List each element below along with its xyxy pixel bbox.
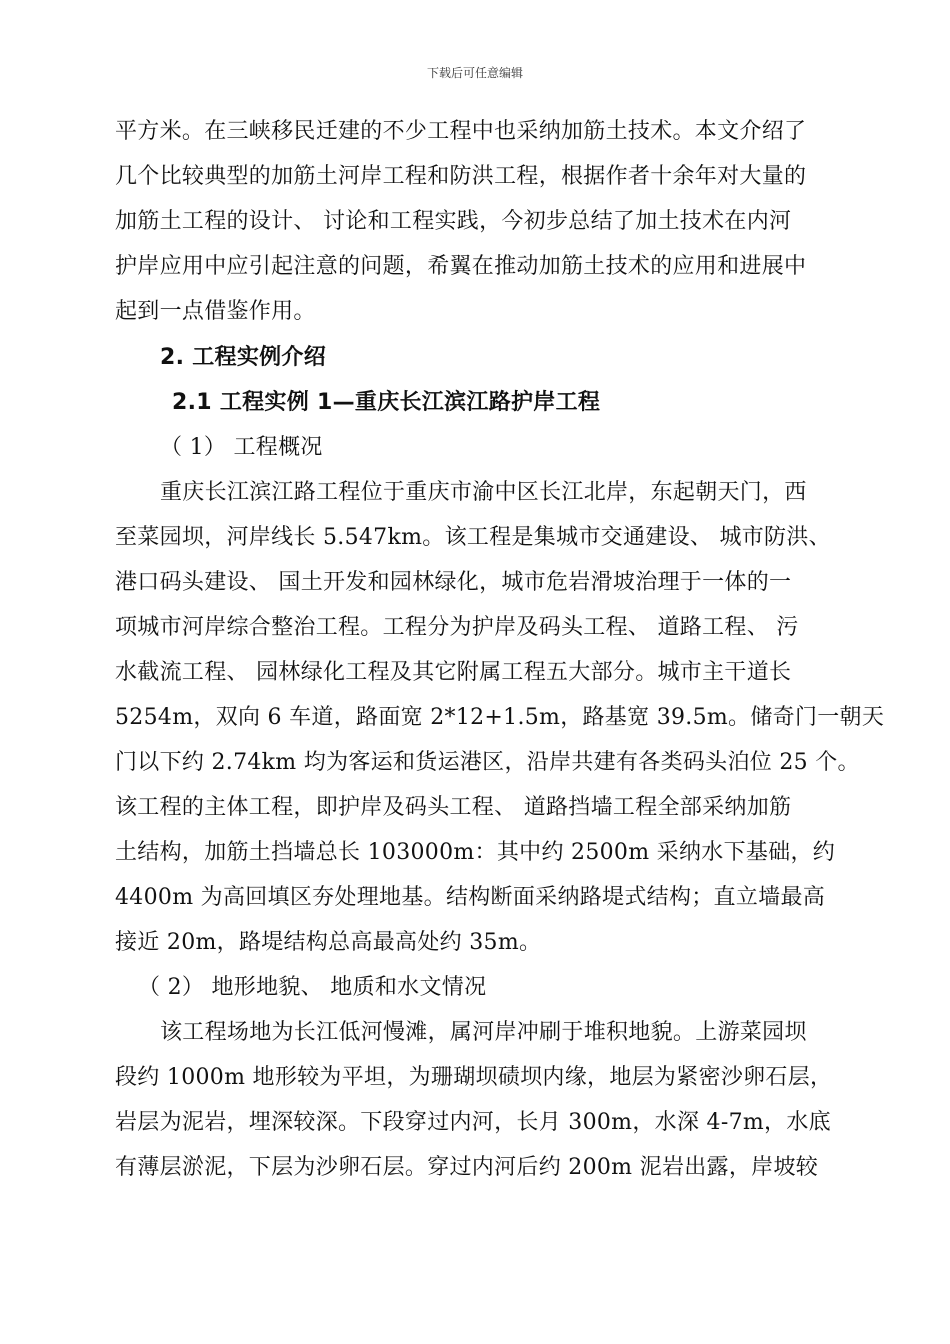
item-heading: （ 2） 地形地貌、 地质和水文情况 [138,975,487,1000]
page-header-note: 下载后可任意编辑 [426,66,523,80]
subsection-heading: 2.1 工程实例 1—重庆长江滨江路护岸工程 [172,390,601,415]
paragraph-line: 水截流工程、 园林绿化工程及其它附属工程五大部分。城市主干道长 [115,660,792,685]
paragraph-line: 5254m，双向 6 车道，路面宽 2*12+1.5m，路基宽 39.5m。储奇门一朝天 [115,705,885,730]
paragraph-line: 该工程场地为长江低河慢滩，属河岸冲刷于堆积地貌。上游菜园坝 [160,1020,807,1045]
paragraph-line: 起到一点借鉴作用。 [115,299,316,324]
paragraph-line: 港口码头建设、 国土开发和园林绿化，城市危岩滑坡治理于一体的一 [115,570,792,595]
paragraph-line: 4400m 为高回填区夯处理地基。结构断面采纳路堤式结构；直立墙最高 [115,885,826,910]
paragraph-line: 加筋土工程的设计、 讨论和工程实践，今初步总结了加土技术在内河 [115,209,792,234]
section-heading: 2. 工程实例介绍 [160,345,327,370]
paragraph-line: 岩层为泥岩，埋深较深。下段穿过内河，长月 300m，水深 4-7m，水底 [115,1110,831,1135]
paragraph-line: 项城市河岸综合整治工程。工程分为护岸及码头工程、 道路工程、 污 [115,615,799,640]
paragraph-line: 护岸应用中应引起注意的问题，希翼在推动加筋土技术的应用和进展中 [115,254,807,279]
paragraph-line: 重庆长江滨江路工程位于重庆市渝中区长江北岸，东起朝天门，西 [160,480,807,505]
paragraph-line: 该工程的主体工程，即护岸及码头工程、 道路挡墙工程全部采纳加筋 [115,795,792,820]
paragraph-line: 段约 1000m 地形较为平坦，为珊瑚坝碛坝内缘，地层为紧密沙卵石层， [115,1065,833,1090]
paragraph-line: 几个比较典型的加筋土河岸工程和防洪工程，根据作者十余年对大量的 [115,164,807,189]
paragraph-line: 土结构，加筋土挡墙总长 103000m：其中约 2500m 采纳水下基础，约 [115,840,836,865]
item-heading: （ 1） 工程概况 [160,435,323,460]
paragraph-line: 有薄层淤泥，下层为沙卵石层。穿过内河后约 200m 泥岩出露，岸坡较 [115,1155,819,1180]
paragraph-line: 平方米。在三峡移民迁建的不少工程中也采纳加筋土技术。本文介绍了 [115,119,807,144]
paragraph-line: 至菜园坝，河岸线长 5.547km。该工程是集城市交通建设、 城市防洪、 [115,525,831,550]
paragraph-line: 接近 20m，路堤结构总高最高处约 35m。 [115,930,542,955]
paragraph-line: 门以下约 2.74km 均为客运和货运港区，沿岸共建有各类码头泊位 25 个。 [115,750,860,775]
